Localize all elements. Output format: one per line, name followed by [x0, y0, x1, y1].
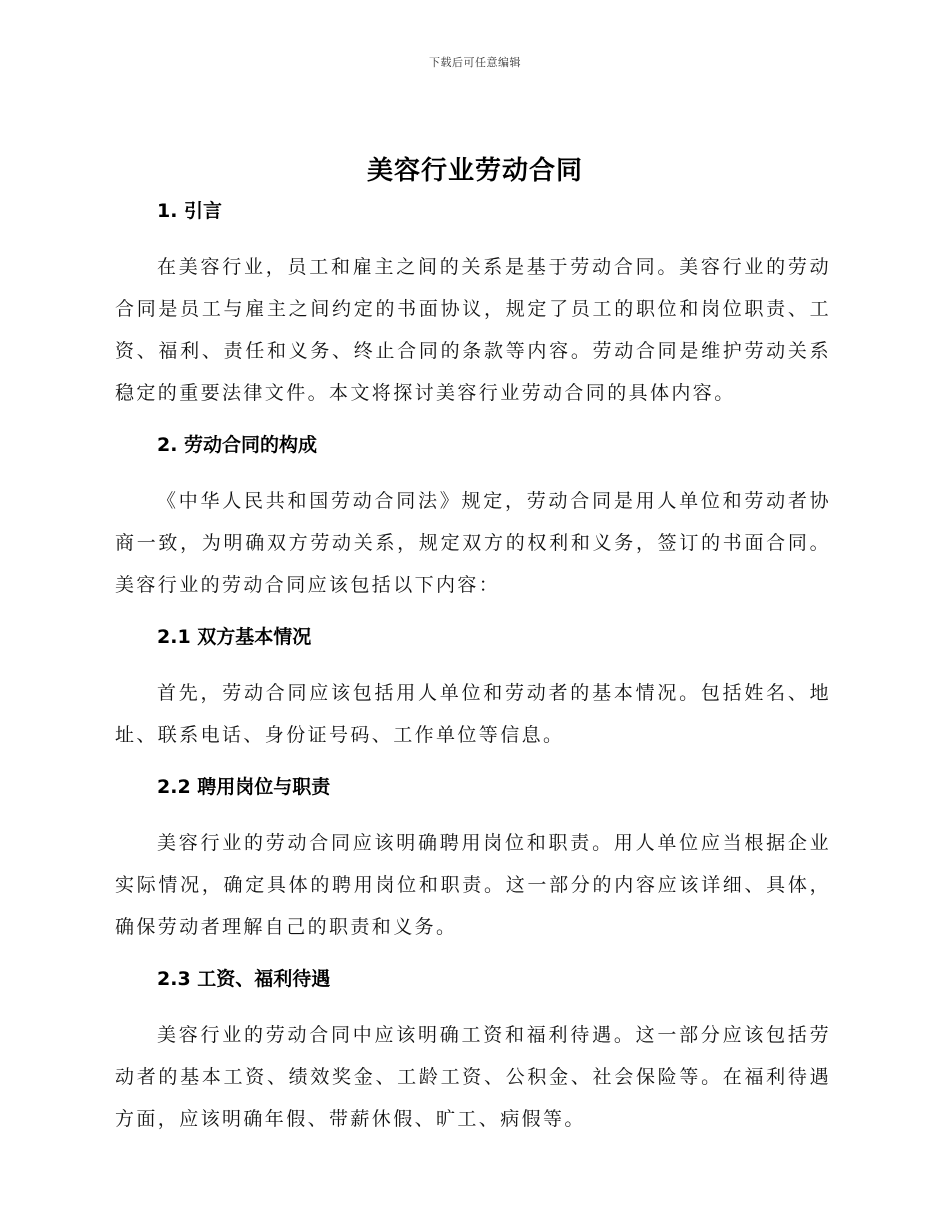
section-heading-salary-benefits: 2.3 工资、福利待遇 [157, 968, 331, 990]
section-heading-position-duties: 2.2 聘用岗位与职责 [157, 776, 331, 798]
page-header-note: 下载后可任意编辑 [429, 56, 521, 69]
section-paragraph-intro: 在美容行业，员工和雇主之间的关系是基于劳动合同。美容行业的劳动合同是员工与雇主之间约定的书面协议，规定了员工的职位和岗位职责、工资、福利、责任和义务、终止合同的条款等内容。劳动合同是维护劳动关系稳定的重要法律文件。本文将探讨美容行业劳动合同的具体内容。 [115, 256, 831, 404]
document-title: 美容行业劳动合同 [366, 156, 583, 186]
section-paragraph-position-duties: 美容行业的劳动合同应该明确聘用岗位和职责。用人单位应当根据企业实际情况，确定具体的聘用岗位和职责。这一部分的内容应该详细、具体，确保劳动者理解自己的职责和义务。 [115, 832, 831, 938]
section-paragraph-composition: 《中华人民共和国劳动合同法》规定，劳动合同是用人单位和劳动者协商一致，为明确双方劳动关系，规定双方的权利和义务，签订的书面合同。美容行业的劳动合同应该包括以下内容： [115, 490, 831, 596]
section-heading-basic-info: 2.1 双方基本情况 [157, 626, 312, 648]
document-body [115, 196, 831, 1140]
section-heading-composition: 2. 劳动合同的构成 [157, 434, 318, 456]
section-paragraph-basic-info: 首先，劳动合同应该包括用人单位和劳动者的基本情况。包括姓名、地址、联系电话、身份证号码、工作单位等信息。 [115, 682, 831, 746]
section-heading-intro: 1. 引言 [157, 200, 223, 222]
section-paragraph-salary-benefits: 美容行业的劳动合同中应该明确工资和福利待遇。这一部分应该包括劳动者的基本工资、绩效奖金、工龄工资、公积金、社会保险等。在福利待遇方面，应该明确年假、带薪休假、旷工、病假等。 [115, 1024, 831, 1130]
